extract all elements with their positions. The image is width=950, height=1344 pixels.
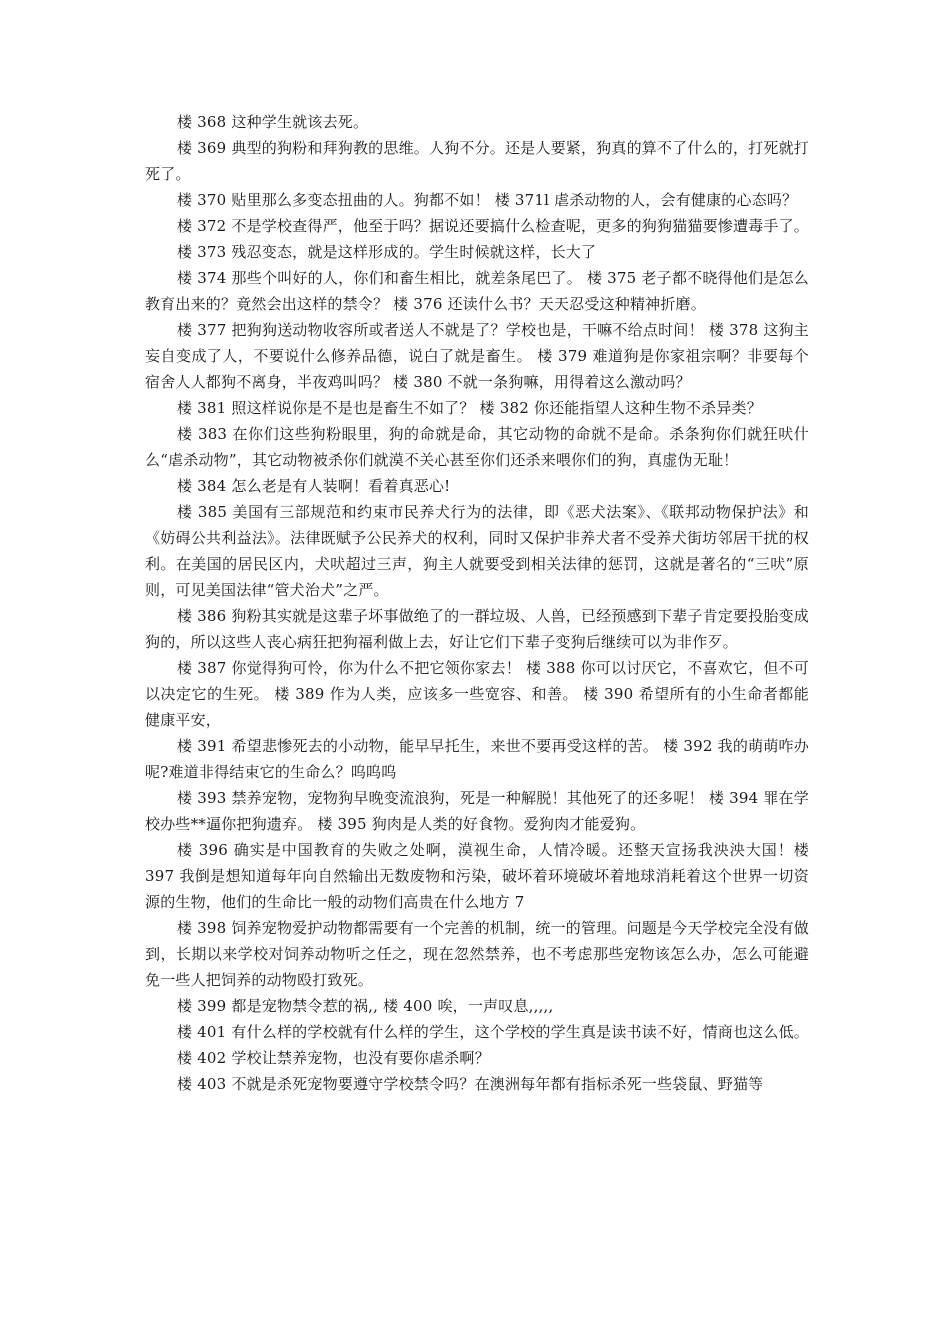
floor-402-paragraph: 楼 402 学校让禁养宠物，也没有要你虐杀啊？ [177,1049,490,1067]
floor-373-paragraph: 楼 373 残忍变态，就是这样形成的。学生时候就这样，长大了 [177,243,597,261]
floor-386-paragraph: 楼 386 狗粉其实就是这辈子坏事做绝了的一群垃圾、人兽，已经预感到下辈子肯定要投胎变成狗的，所以这些人丧心病狂把狗福利做上去，好让它们下辈子变狗后继续可以为非作歹。 [145,607,809,651]
floor-403-paragraph: 楼 403 不就是杀死宠物要遵守学校禁令吗？在澳洲每年都有指标杀死一些袋鼠、野猫等 [177,1075,764,1093]
floor-370-371-paragraph: 楼 370 贴里那么多变态扭曲的人。狗都不如！ 楼 371l 虐杀动物的人，会有健康的心态吗？ [177,191,798,209]
floor-368-paragraph: 楼 368 这种学生就该去死。 [177,113,369,131]
floor-393-395-paragraph: 楼 393 禁养宠物，宠物狗早晚变流浪狗，死是一种解脱！其他死了的还多呢！ 楼 394 罪在学校办些**逼你把狗遗弃。 楼 395 狗肉是人类的好食物。爱狗肉才能爱狗。 [145,789,809,833]
floor-396-397-paragraph: 楼 396 确实是中国教育的失败之处啊，漠视生命，人情冷暖。还整天宣扬我泱泱大国！楼 397 我倒是想知道每年向自然输出无数废物和污染，破坏着环境破坏着地球消耗着这个世界一切资源的生物，他们的生命比一般的动物们高贵在什么地方 7 [145,841,809,911]
floor-374-376-paragraph: 楼 374 那些个叫好的人，你们和畜生相比，就差条尾巴了。 楼 375 老子都不晓得他们是怎么教育出来的？竟然会出这样的禁令？ 楼 376 还读什么书？天天忍受这种精神折磨。 [145,269,809,313]
document-page [145,109,809,1097]
floor-387-390-paragraph: 楼 387 你觉得狗可怜，你为什么不把它领你家去！ 楼 388 你可以讨厌它，不喜欢它，但不可以决定它的生死。 楼 389 作为人类，应该多一些宽容、和善。 楼 390 希望所有的小生命者都能健康平安， [145,659,809,729]
floor-385-paragraph: 楼 385 美国有三部规范和约束市民养犬行为的法律，即《恶犬法案》、《联邦动物保护法》和《妨碍公共利益法》。法律既赋予公民养犬的权利，同时又保护非养犬者不受养犬街坊邻居干扰的权利。在美国的居民区内，犬吠超过三声，狗主人就要受到相关法律的惩罚，这就是著名的“三吠”原则，可见美国法律“管犬治犬”之严。 [145,503,809,599]
floor-377-380-paragraph: 楼 377 把狗狗送动物收容所或者送人不就是了？学校也是，干嘛不给点时间！ 楼 378 这狗主妄自变成了人，不要说什么修养品德，说白了就是畜生。 楼 379 难道狗是你家祖宗啊？非要每个宿舍人人都狗不离身，半夜鸡叫吗？ 楼 380 不就一条狗嘛，用得着这么激动吗？ [145,321,809,391]
floor-369-paragraph: 楼 369 典型的狗粉和拜狗教的思维。人狗不分。还是人要紧，狗真的算不了什么的，打死就打死了。 [145,139,809,183]
floor-401-paragraph: 楼 401 有什么样的学校就有什么样的学生，这个学校的学生真是读书读不好，情商也这么低。 [177,1023,809,1041]
floor-384-paragraph: 楼 384 怎么老是有人装啊！看着真恶心! [177,477,451,495]
floor-383-paragraph: 楼 383 在你们这些狗粉眼里，狗的命就是命，其它动物的命就不是命。杀条狗你们就狂吠什么“虐杀动物”，其它动物被杀你们就漠不关心甚至你们还杀来喂你们的狗，真虚伪无耻！ [145,425,809,469]
floor-381-382-paragraph: 楼 381 照这样说你是不是也是畜生不如了？ 楼 382 你还能指望人这种生物不杀异类？ [177,399,762,417]
floor-398-paragraph: 楼 398 饲养宠物爱护动物都需要有一个完善的机制，统一的管理。问题是今天学校完全没有做到，长期以来学校对饲养动物听之任之，现在忽然禁养，也不考虑那些宠物该怎么办，怎么可能避免一些人把饲养的动物殴打致死。 [145,919,809,989]
floor-399-400-paragraph: 楼 399 都是宠物禁令惹的祸,, 楼 400 唉，一声叹息,,,,, [177,997,554,1015]
floor-391-392-paragraph: 楼 391 希望悲惨死去的小动物，能早早托生，来世不要再受这样的苦。 楼 392 我的萌萌咋办呢?难道非得结束它的生命么？呜呜呜 [145,737,809,781]
floor-372-paragraph: 楼 372 不是学校查得严，他至于吗？据说还要搞什么检查呢，更多的狗狗猫猫要惨遭毒手了。 [177,217,809,235]
